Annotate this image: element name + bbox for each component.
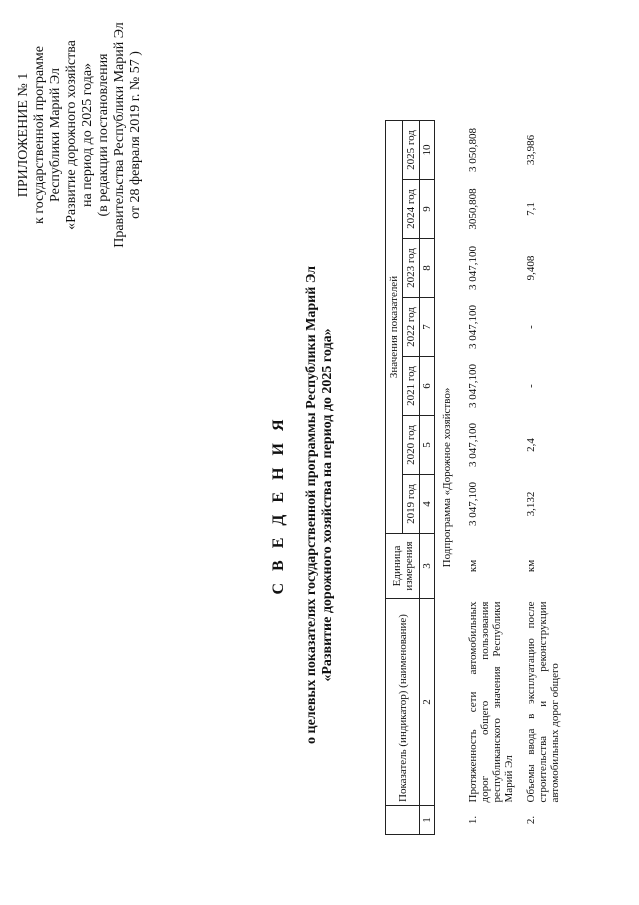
appendix-line: Правительства Республики Марий Эл [112,22,127,248]
column-number: 3 [420,534,435,599]
indicator-value: 3 047,100 [467,482,479,526]
header-year: 2025 год [403,121,420,180]
header-year: 2023 год [403,239,420,298]
indicator-value: 3 050,808 [467,128,479,172]
column-number: 2 [420,599,435,806]
header-year: 2019 год [403,475,420,534]
indicator-value: - [525,325,537,329]
indicator-value: 3050,808 [467,188,479,230]
header-year: 2020 год [403,416,420,475]
indicator-value: 3,132 [525,491,537,517]
document-subtitle: о целевых показателях государственной программы Республики Марий Эл [304,266,319,744]
indicator-value: 3 047,100 [467,364,479,408]
row-number: 1. [467,815,479,825]
appendix-line: к государственной программе [32,46,47,224]
indicator-value: - [525,384,537,388]
indicators-table [385,120,563,835]
indicator-value: 7,1 [525,202,537,216]
subprogram-title: Подпрограмма «Дорожное хозяйство» [441,387,453,568]
column-number-row [420,121,435,835]
header-year: 2024 год [403,180,420,239]
column-number: 4 [420,475,435,534]
indicators-table-wrapper [385,120,563,835]
column-number: 5 [420,416,435,475]
appendix-line: ПРИЛОЖЕНИЕ № 1 [16,72,31,198]
indicator-value: 2,4 [525,438,537,452]
appendix-line: Республики Марий Эл [48,68,63,202]
indicator-value: 3 047,100 [467,423,479,467]
indicator-unit: км [525,559,537,573]
indicator-value: 3 047,100 [467,305,479,349]
column-number: 10 [420,121,435,180]
row-number: 2. [525,815,537,825]
indicator-value: 3 047,100 [467,246,479,290]
appendix-note [16,15,144,255]
indicator-value: 9,408 [525,255,537,281]
indicator-value: 33,986 [525,134,537,166]
indicator-unit: км [467,559,479,573]
header-year: 2022 год [403,298,420,357]
indicator-name: Протяженность сети автомобильных дорог общего пользования республиканского значения Республики Марий Эл [467,601,515,803]
header-unit: Единица измерения [386,534,420,599]
header-values-group: Значения показателей [386,121,403,534]
document-heading [270,125,336,885]
document-title: С В Е Д Е Н И Я [270,415,287,595]
appendix-line: на период до 2025 года» [80,62,95,208]
indicator-name: Объемы ввода в эксплуатацию после строительства и реконструкции автомобильных дорог общего [525,601,561,803]
column-number: 9 [420,180,435,239]
column-number: 1 [420,806,435,835]
column-number: 6 [420,357,435,416]
appendix-line: «Развитие дорожного хозяйства [64,40,79,230]
column-number: 7 [420,298,435,357]
appendix-line: от 28 февраля 2019 г. № 57 ) [128,51,143,219]
header-indicator: Показатель (индикатор) (наименование) [386,599,420,806]
table-row [459,121,517,835]
header-year: 2021 год [403,357,420,416]
header-num-cell [386,806,420,835]
document-subtitle: «Развитие дорожного хозяйства на период до 2025 года» [320,328,335,682]
column-number: 8 [420,239,435,298]
subprogram-row [435,121,460,835]
table-row [517,121,563,835]
appendix-line: (в редакции постановления [96,53,111,217]
